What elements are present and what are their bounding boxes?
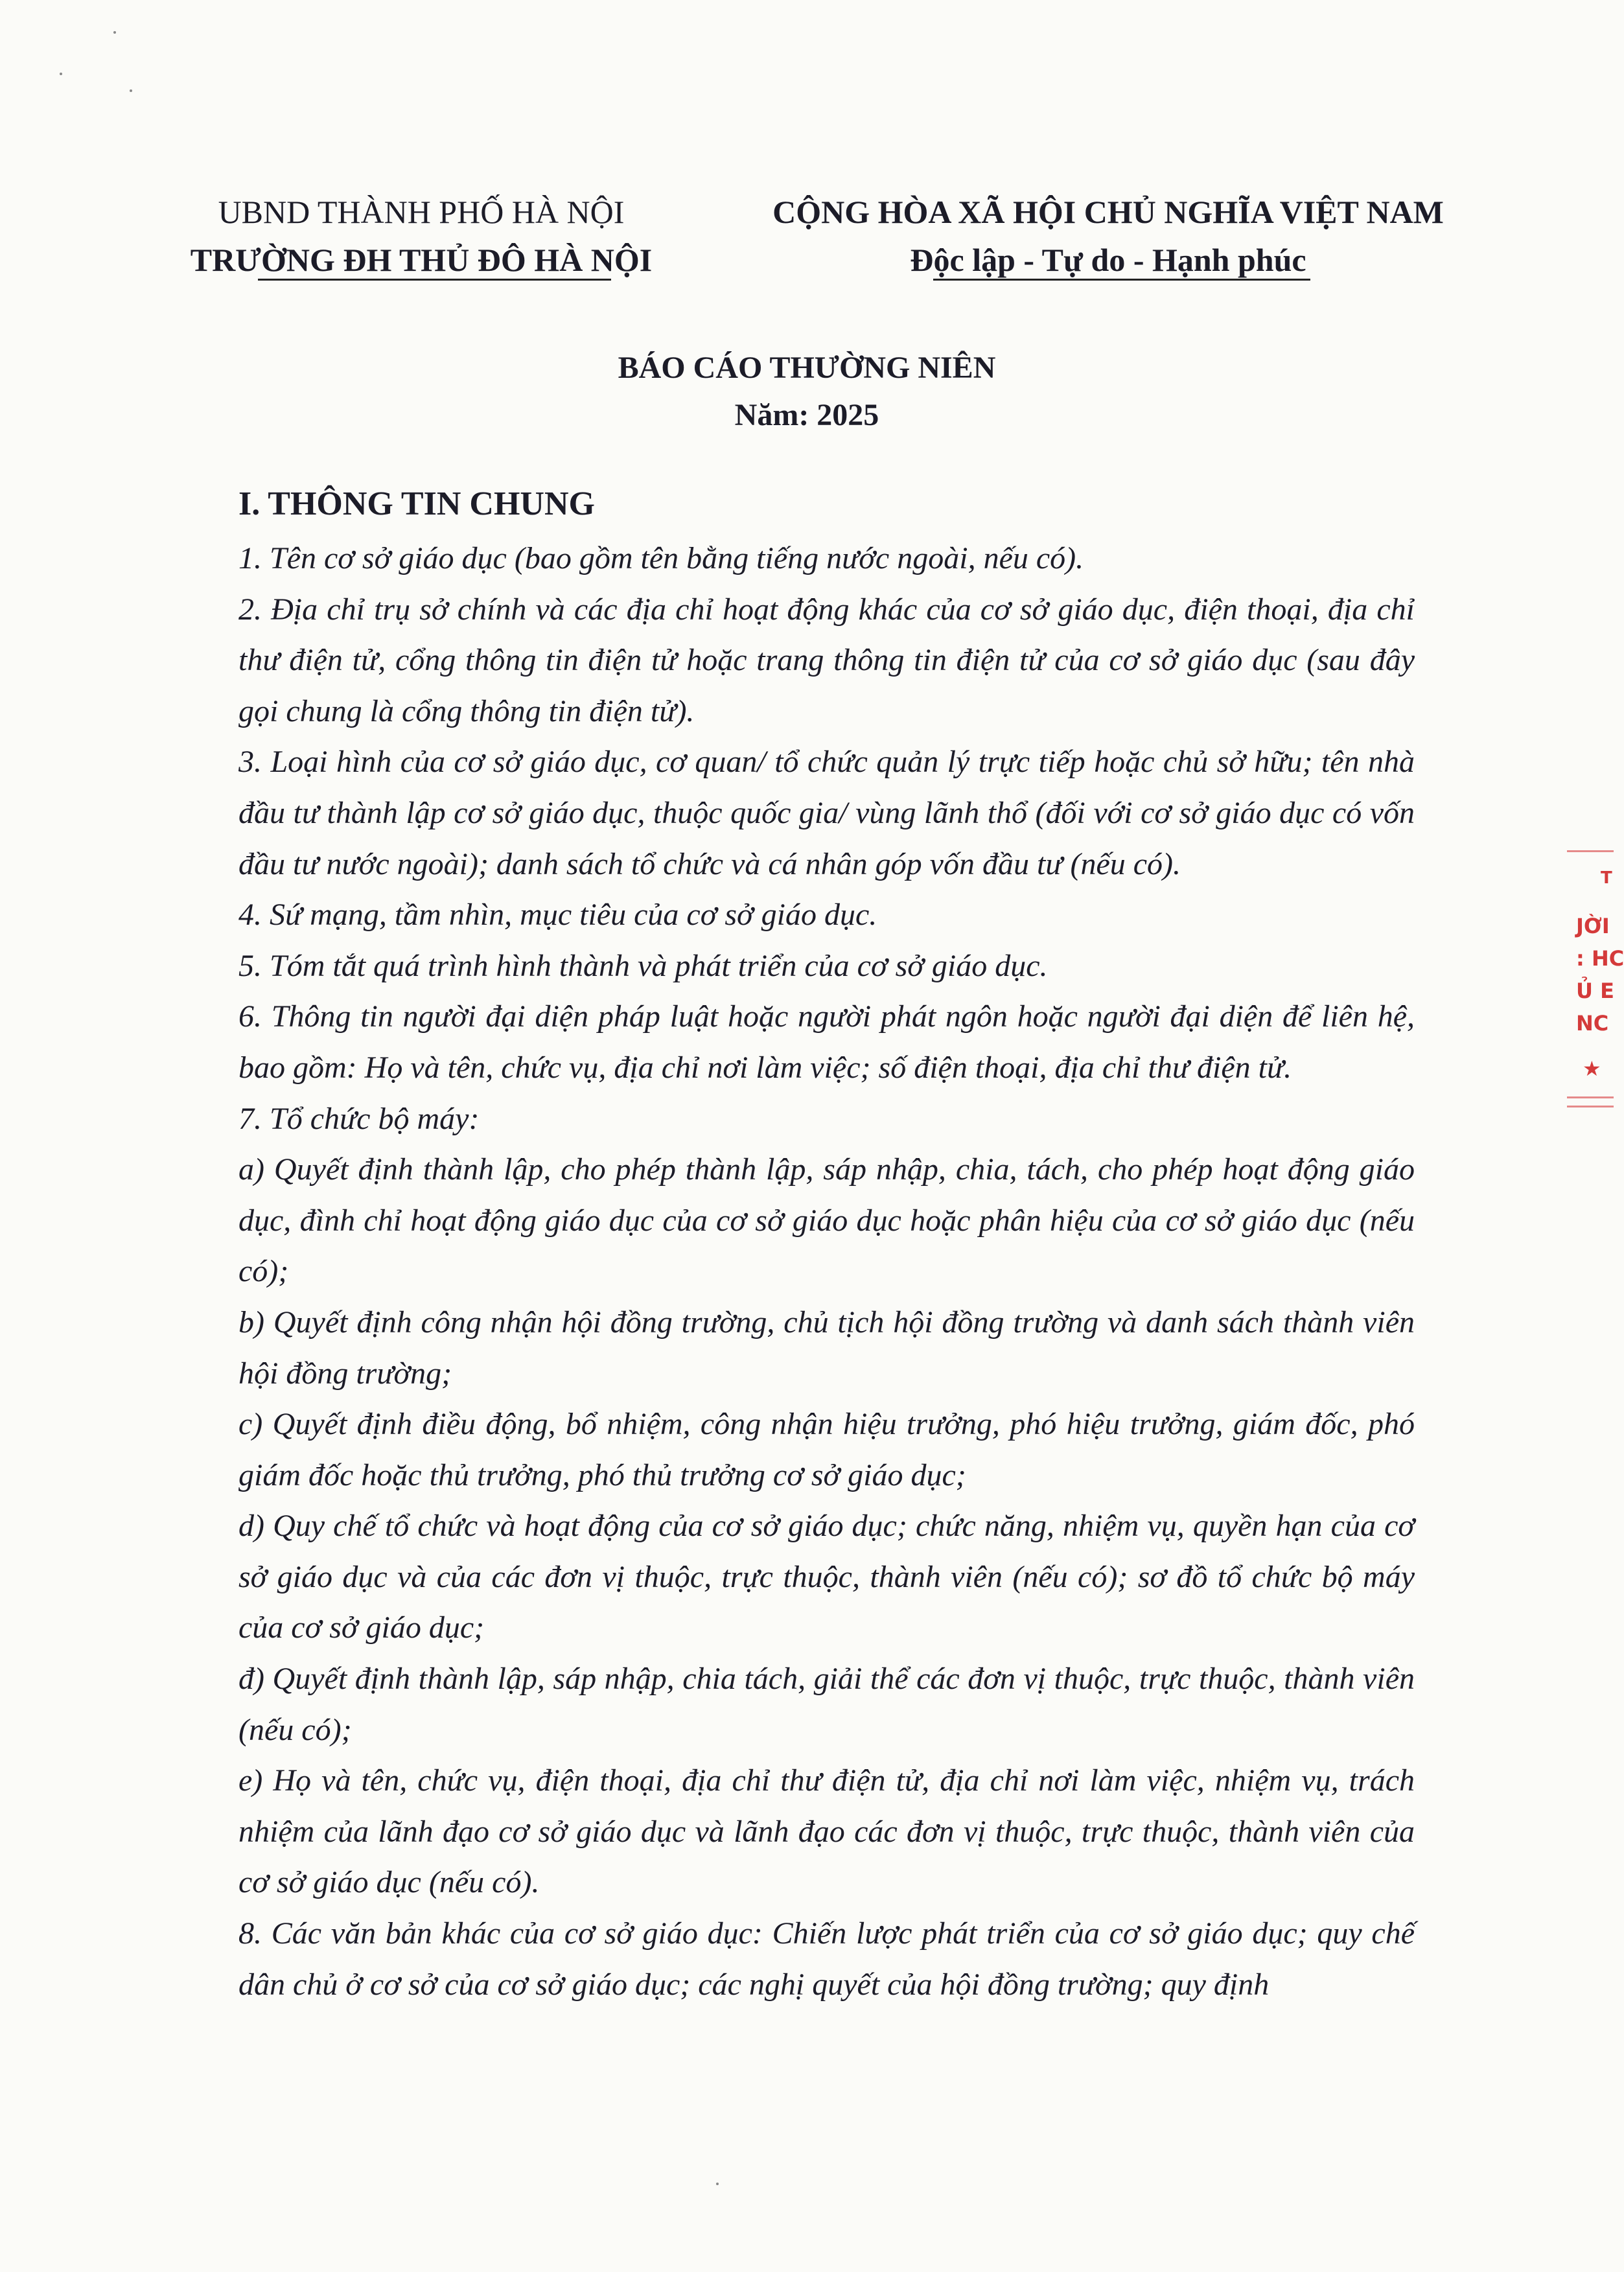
section-body <box>238 533 1415 2010</box>
country-name: CỘNG HÒA XÃ HỘI CHỦ NGHĨA VIỆT NAM <box>772 194 1444 230</box>
seal-star-icon: ★ <box>1583 1056 1601 1081</box>
scan-speck <box>130 89 132 92</box>
paragraph-1: 1. Tên cơ sở giáo dục (bao gồm tên bằng tiếng nước ngoài, nếu có). <box>238 541 1084 575</box>
paragraph-3: 3. Loại hình của cơ sở giáo dục, cơ quan/ tổ chức quản lý trực tiếp hoặc chủ sở hữu; tên nhà đầu tư thành lập cơ sở giáo dục, thuộc quốc gia/ vùng lãnh thổ (đối với cơ sở giáo dục có vốn đầu tư nước ngoài); danh sách tổ chức và cá nhân góp vốn đầu tư (nếu có). <box>238 745 1415 881</box>
paragraph-8: 8. Các văn bản khác của cơ sở giáo dục: Chiến lược phát triển của cơ sở giáo dục; quy chế dân chủ ở cơ sở của cơ sở giáo dục; các nghị quyết của hội đồng trường; quy định <box>238 1916 1415 2002</box>
scan-speck <box>60 73 62 75</box>
national-motto: Độc lập - Tự do - Hạnh phúc <box>910 242 1306 278</box>
paragraph-7b: b) Quyết định công nhận hội đồng trường, chủ tịch hội đồng trường và danh sách thành viên hội đồng trường; <box>238 1304 1415 1391</box>
seal-edge-line <box>1567 1106 1614 1107</box>
seal-edge-line <box>1567 850 1614 852</box>
paragraph-7a: a) Quyết định thành lập, cho phép thành lập, sáp nhập, chia, tách, cho phép hoạt động giáo dục, đình chỉ hoạt động giáo dục của cơ sở giáo dục hoặc phân hiệu của cơ sở giáo dục (nếu có); <box>238 1152 1415 1289</box>
seal-fragment-3: : HC <box>1576 946 1624 971</box>
issuing-authority-block <box>156 188 687 284</box>
seal-fragment-1: T <box>1601 868 1612 888</box>
report-year: Năm: 2025 <box>734 398 879 432</box>
paragraph-7e: e) Họ và tên, chức vụ, điện thoại, địa chỉ thư điện tử, địa chỉ nơi làm việc, nhiệm vụ, trách nhiệm của lãnh đạo cơ sở giáo dục và lãnh đạo các đơn vị thuộc, trực thuộc, thành viên của cơ sở giáo dục (nếu có). <box>238 1763 1415 1900</box>
paragraph-4: 4. Sứ mạng, tầm nhìn, mục tiêu của cơ sở giáo dục. <box>238 898 877 933</box>
paragraph-2: 2. Địa chỉ trụ sở chính và các địa chỉ hoạt động khác của cơ sở giáo dục, điện thoại, địa chỉ thư điện tử, cổng thông tin điện tử hoặc trang thông tin điện tử của cơ sở giáo dục (sau đây gọi chung là cổng thông tin điện tử). <box>238 592 1415 728</box>
seal-fragment-5: NC <box>1576 1011 1609 1036</box>
paragraph-7c: c) Quyết định điều động, bổ nhiệm, công nhận hiệu trưởng, phó hiệu trưởng, giám đốc, phó giám đốc hoặc thủ trưởng, phó thủ trưởng cơ sở giáo dục; <box>238 1407 1415 1492</box>
paragraph-6: 6. Thông tin người đại diện pháp luật hoặc người phát ngôn hoặc người đại diện để liên hệ, bao gồm: Họ và tên, chức vụ, địa chỉ nơi làm việc; số điện thoại, địa chỉ thư điện tử. <box>238 999 1415 1085</box>
left-header-underline <box>258 279 611 281</box>
seal-edge-line <box>1567 1096 1614 1098</box>
red-seal-fragment <box>1562 842 1624 1153</box>
university-name: TRƯỜNG ĐH THỦ ĐÔ HÀ NỘI <box>190 242 653 278</box>
paragraph-5: 5. Tóm tắt quá trình hình thành và phát triển của cơ sở giáo dục. <box>238 948 1048 983</box>
scan-speck <box>716 2183 719 2185</box>
paragraph-7d: d) Quy chế tổ chức và hoạt động của cơ sở giáo dục; chức năng, nhiệm vụ, quyền hạn của cơ sở giáo dục và của các đơn vị thuộc, trực thuộc, thành viên (nếu có); sơ đồ tổ chức bộ máy của cơ sở giáo dục; <box>238 1509 1415 1645</box>
paragraph-7dd: đ) Quyết định thành lập, sáp nhập, chia tách, giải thể các đơn vị thuộc, trực thuộc, thành viên (nếu có); <box>238 1662 1415 1747</box>
right-header-underline <box>933 279 1310 281</box>
national-motto-block <box>732 188 1484 284</box>
paragraph-7: 7. Tổ chức bộ máy: <box>238 1101 480 1136</box>
seal-fragment-2: JỜI <box>1576 914 1610 938</box>
seal-fragment-4: Ủ E <box>1576 979 1614 1003</box>
report-title: BÁO CÁO THƯỜNG NIÊN <box>618 351 996 385</box>
section-heading: I. THÔNG TIN CHUNG <box>238 485 595 522</box>
scan-speck <box>113 31 116 34</box>
parent-authority-name: UBND THÀNH PHỐ HÀ NỘI <box>218 194 625 230</box>
